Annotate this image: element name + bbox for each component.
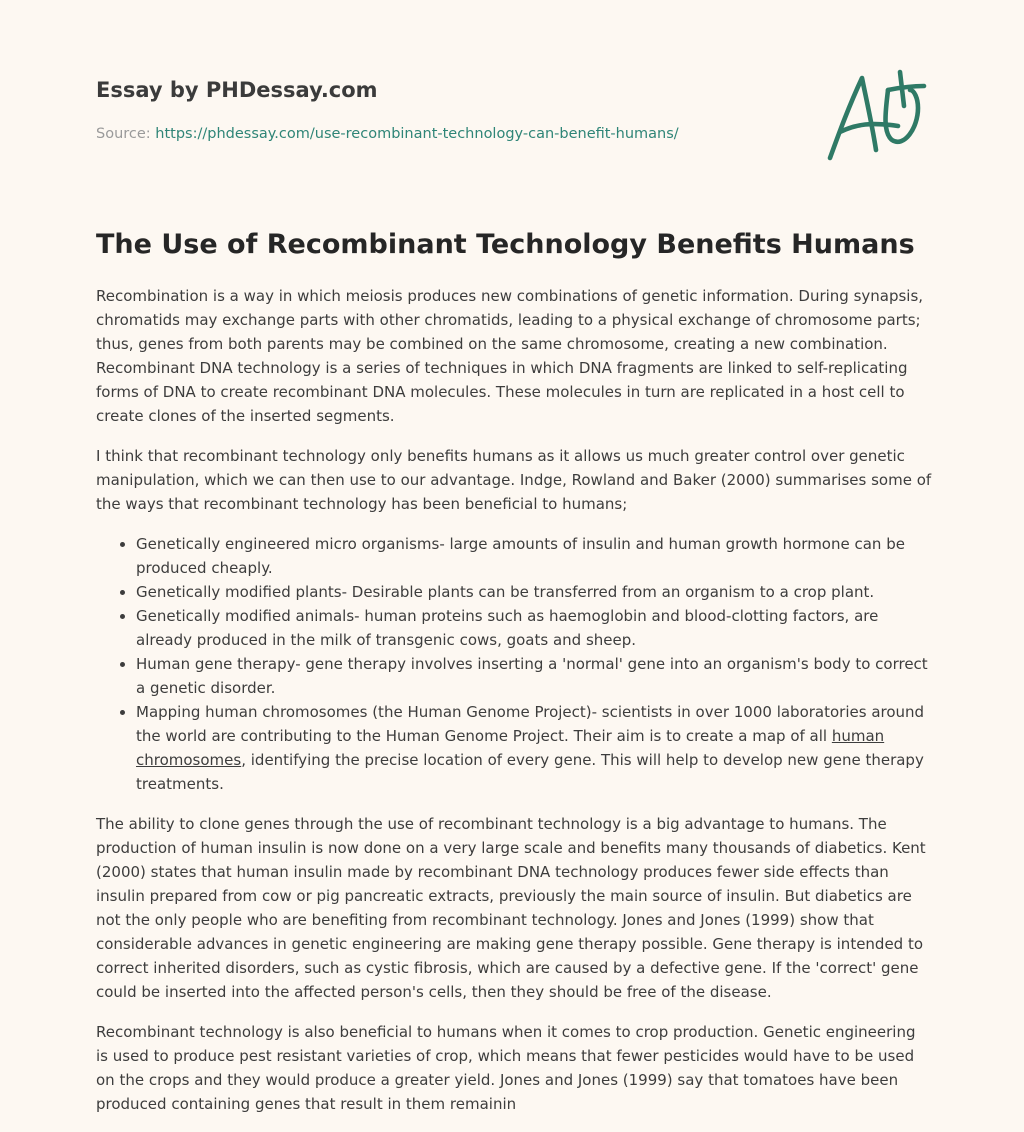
article-body <box>96 284 932 1132</box>
list-item-text: Mapping human chromosomes (the Human Genome Project)- scientists in over 1000 laboratories around the world are contributing to the Human Genome Project. Their aim is to create a map of all <box>136 703 925 745</box>
paragraph-1: Recombination is a way in which meiosis produces new combinations of genetic information. During synapsis, chromatids may exchange parts with other chromatids, leading to a physical exchange of chromosome parts; thus, genes from both parents may be combined on the same chromosome, creating a new combination. Recombinant DNA technology is a series of techniques in which DNA fragments are linked to self-replicating forms of DNA to create recombinant DNA molecules. These molecules in turn are replicated in a host cell to create clones of the inserted segments. <box>96 287 924 425</box>
brand-title: Essay by PHDessay.com <box>96 78 378 102</box>
article-title: The Use of Recombinant Technology Benefits Humans <box>96 229 915 260</box>
list-item: • Genetically modified plants- Desirable plants can be transferred from an organism to a crop plant. <box>136 580 932 604</box>
benefits-list <box>96 532 932 796</box>
paragraph-4: Recombinant technology is also beneficial to humans when it comes to crop production. Genetic engineering is used to produce pest resistant varieties of crop, which means that fewer pesticides would have to be used on the crops and they would produce a greater yield. Jones and Jones (1999) say that tomatoes have been produced containing genes that result in them remainin <box>96 1023 916 1113</box>
source-line <box>96 124 816 144</box>
list-item: • Human gene therapy- gene therapy involves inserting a 'normal' gene into an organism's body to correct a genetic disorder. <box>136 652 932 700</box>
source-link[interactable]: https://phdessay.com/use-recombinant-technology-can-benefit-humans/ <box>155 126 679 142</box>
source-label: Source: <box>96 126 156 142</box>
list-item-text: , identifying the precise location of every gene. This will help to develop new gene therapy treatments. <box>136 751 924 793</box>
human-chromosomes-link[interactable]: human chromosomes <box>136 727 885 769</box>
a-plus-logo-icon <box>822 68 928 164</box>
header <box>96 76 816 144</box>
list-item: • Genetically engineered micro organisms- large amounts of insulin and human growth hormone can be produced cheaply. <box>136 532 932 580</box>
list-item: • Genetically modified animals- human proteins such as haemoglobin and blood-clotting factors, are already produced in the milk of transgenic cows, goats and sheep. <box>136 604 932 652</box>
paragraph-3: The ability to clone genes through the use of recombinant technology is a big advantage to humans. The production of human insulin is now done on a very large scale and benefits many thousands of diabetics. Kent (2000) states that human insulin made by recombinant DNA technology produces fewer side effects than insulin prepared from cow or pig pancreatic extracts, previously the main source of insulin. But diabetics are not the only people who are benefiting from recombinant technology. Jones and Jones (1999) show that considerable advances in genetic engineering are making gene therapy possible. Gene therapy is intended to correct inherited disorders, such as cystic fibrosis, which are caused by a defective gene. If the 'correct' gene could be inserted into the affected person's cells, then they should be free of the disease. <box>96 815 926 1001</box>
list-item <box>136 700 932 796</box>
paragraph-2: I think that recombinant technology only benefits humans as it allows us much greater control over genetic manipulation, which we can then use to our advantage. Indge, Rowland and Baker (2000) summarises some of the ways that recombinant technology has been beneficial to humans; <box>96 447 932 513</box>
